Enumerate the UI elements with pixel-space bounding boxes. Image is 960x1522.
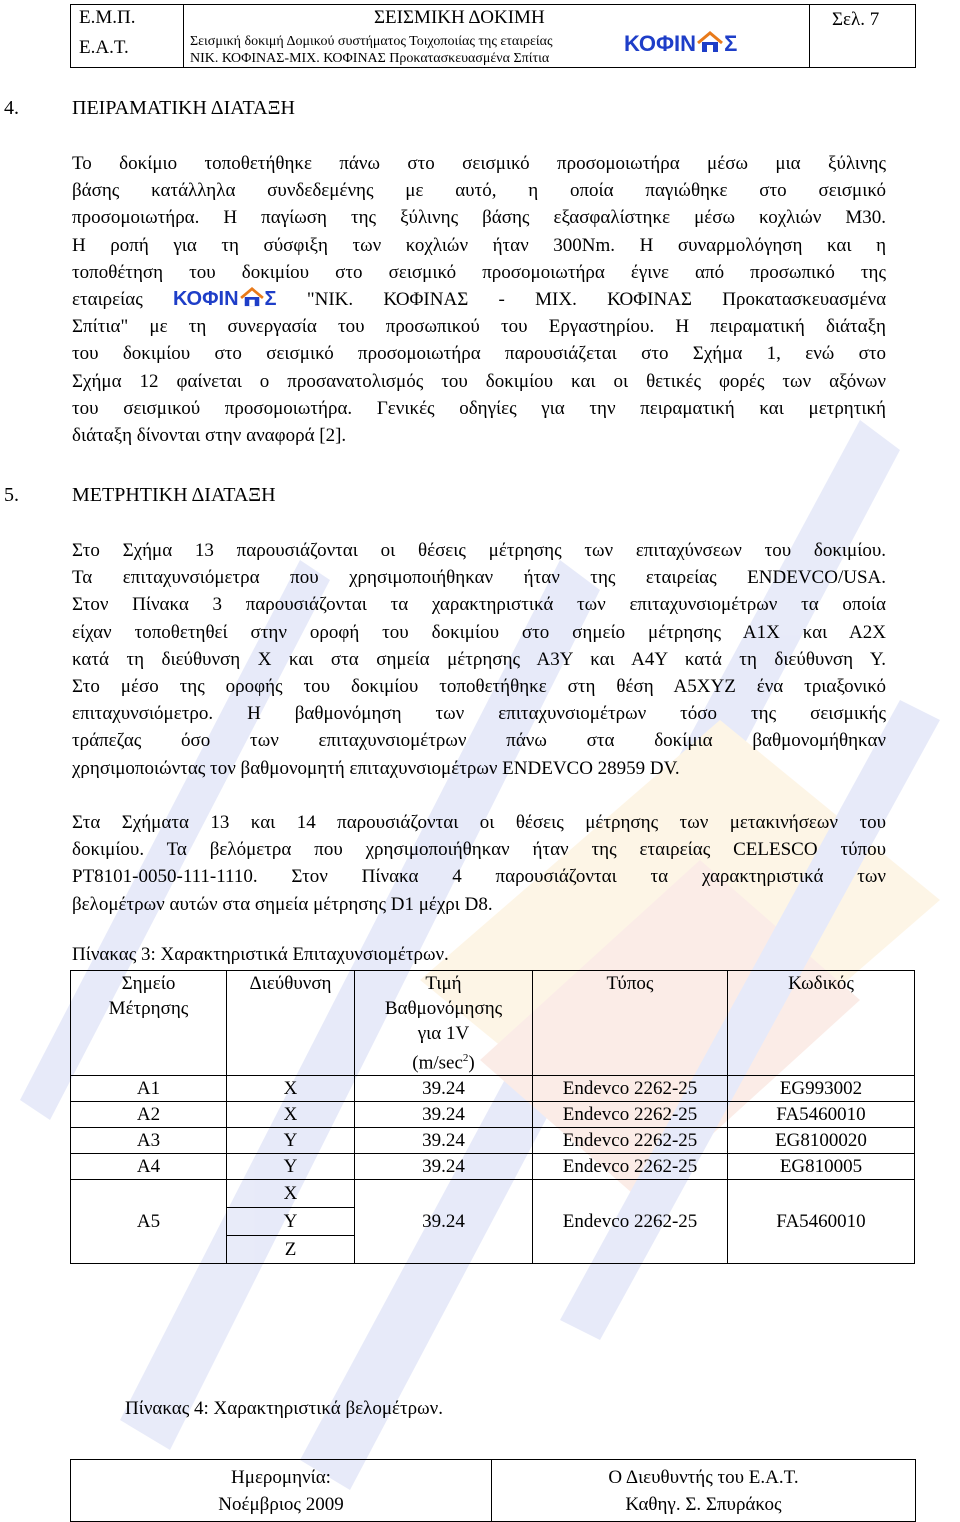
footer-director-cell [493,1460,914,1521]
table-4-caption: Πίνακας 4: Χαρακτηριστικά βελομέτρων. [125,1398,443,1419]
house-icon [239,287,265,307]
cell-value: 39.24 [355,1180,533,1264]
header-calib-sup: 2 [462,1052,469,1064]
s5-p1-line-7: επιταχυνσιόμετρο. Η βαθμονόμηση των επιταχυνσιομέτρων τόσο της σεισμικής [72,703,886,725]
footer-director-name: Καθηγ. Σ. Σπυράκος [625,1494,782,1515]
page-footer [70,1459,916,1522]
cell-code: FA5460010 [728,1102,915,1128]
cell-direction: Z [227,1236,355,1264]
header-calib-l1: Τιμή [425,973,462,994]
header-calib-l4 [355,1046,532,1075]
s5-p1-line-3: Στον Πίνακα 3 παρουσιάζονται τα χαρακτηριστικά των επιταχυνσιομέτρων τα οποία [72,594,886,616]
cell-type: Endevco 2262-25 [533,1180,728,1264]
footer-date-label: Ημερομηνία: [231,1467,331,1488]
s4-line-6 [72,286,886,313]
logo-text-b: Σ [724,31,738,56]
cell-value: 39.24 [355,1076,533,1102]
cell-direction: Y [227,1128,355,1154]
page-number: Σελ. 7 [832,9,880,30]
s4-line-11: διάταξη δίνονται στην αναφορά [2]. [72,425,347,447]
s5-p2-line-1: Στα Σχήματα 13 και 14 παρουσιάζονται οι θέσεις μέτρησης των μετακινήσεων του [72,812,886,833]
s4-line-8: του δοκιμίου στο σεισμικό προσομοιωτήρα παρουσιάζεται στο Σχήμα 1, ενώ στο [72,343,886,365]
section-5-number: 5. [4,484,19,506]
table-row [71,1076,915,1102]
inline-company-logo [173,288,277,310]
table-row [71,1180,915,1208]
cell-direction: X [227,1076,355,1102]
header-calib-l2: Βαθμονόμησης [384,998,503,1019]
table-row [71,1128,915,1154]
s5-p1-line-1: Στο Σχήμα 13 παρουσιάζονται οι θέσεις μέτρησης των επιταχύνσεων του δοκιμίου. [72,540,886,561]
header-point [71,971,227,1076]
s4-line-7: Σπίτια" με τη συνεργασία του προσωπικού του Εργαστηρίου. Η πειραματική διάταξη [72,316,886,338]
footer-date-value: Νοέμβριος 2009 [218,1494,344,1515]
footer-director-label: Ο Διευθυντής του Ε.Α.Τ. [608,1467,799,1488]
s5-p1-line-9: χρησιμοποιώντας τον βαθμονομητή επιταχυνσιομέτρων ENDEVCO 28959 DV. [72,757,680,779]
header-subtitle-1: Σεισμική δοκιμή Δομικού συστήματος Τοιχοποιίας της εταιρείας [190,34,553,49]
cell-code: EG810005 [728,1154,915,1180]
s5-p1-line-5: κατά τη διεύθυνση Χ και στα σημεία μέτρησης Α3Υ και Α4Υ κατά τη διεύθυνση Υ. [72,648,886,670]
page-header [70,4,916,68]
cell-type: Endevco 2262-25 [533,1154,728,1180]
s5-p1-line-4: είχαν τοποθετηθεί στην οροφή του δοκιμίου στο σημείο μέτρησης Α1Χ και Α2Χ [72,621,886,643]
header-page-cell [809,5,916,67]
table-row [71,1102,915,1128]
house-icon [696,31,724,53]
section-4-title: ΠΕΙΡΑΜΑΤΙΚΗ ΔΙΑΤΑΞΗ [72,97,295,119]
s5-p2-line-3: PT8101-0050-111-1110. Στον Πίνακα 4 παρουσιάζονται τα χαρακτηριστικά των [72,866,886,888]
header-calib-close: ) [468,1052,475,1074]
header-point-l1: Σημείο [121,973,176,994]
header-direction: Διεύθυνση [227,971,355,1076]
s4-line-1: Το δοκίμιο τοποθετήθηκε πάνω στο σεισμικό προσομοιωτήρα μέσω μια ξύλινης [72,153,886,174]
org-name-ntua: Ε.Μ.Π. [79,7,136,28]
cell-code: EG8100020 [728,1128,915,1154]
org-name-lab: Ε.Α.Τ. [79,37,129,58]
s5-p1-line-6: Στο μέσο της οροφής του δοκιμίου τοποθετήθηκε στη θέση Α5ΧΥΖ ένα τριαξονικό [72,676,886,698]
cell-direction: X [227,1180,355,1208]
footer-date-cell [71,1460,492,1521]
s4-company-pre: εταιρείας [72,289,143,311]
section-5-title: ΜΕΤΡΗΤΙΚΗ ΔΙΑΤΑΞΗ [72,484,276,506]
section-5-para-1 [72,537,886,782]
cell-value: 39.24 [355,1102,533,1128]
company-logo [624,31,737,57]
inline-logo-text-a: ΚΟΦΙΝ [173,288,239,311]
cell-point: A2 [71,1102,227,1128]
s5-p1-line-2: Τα επιταχυνσιόμετρα που χρησιμοποιήθηκαν ήταν της εταιρείας ENDEVCO/USA. [72,567,886,589]
cell-direction: Y [227,1208,355,1236]
header-calib-unit: (m/sec [412,1052,463,1074]
s4-line-10: του σεισμικού προσομοιωτήρα. Γενικές οδηγίες για την πειραματική και μετρητική [72,397,886,419]
table-row [71,1154,915,1180]
s4-line-5: τοποθέτηση του δοκιμίου στο σεισμικό προσομοιωτήρα έγινε από προσωπικό της [72,261,886,283]
s4-line-4: Η ροπή για τη σύσφιξη των κοχλιών ήταν 300Nm. Η συναρμολόγηση και η [72,234,886,256]
cell-type: Endevco 2262-25 [533,1102,728,1128]
section-5-para-2 [72,809,886,918]
section-4-number: 4. [4,97,19,119]
header-title: ΣΕΙΣΜΙΚΗ ΔΟΚΙΜΗ [374,7,545,28]
cell-point: A5 [71,1180,227,1264]
header-code: Κωδικός [728,971,915,1076]
accelerometer-table [70,970,915,1264]
cell-type: Endevco 2262-25 [533,1076,728,1102]
cell-value: 39.24 [355,1128,533,1154]
s4-line-2: βάσης κατάλληλα συνδεδεμένης με αυτό, η οποία παγιώθηκε στο σεισμικό [72,180,886,202]
s4-line-3: προσομοιωτήρα. Η παγίωση της ξύλινης βάσης εξασφαλίστηκε μέσω κοχλιών Μ30. [72,207,886,229]
s5-p2-line-2: δοκιμίου. Τα βελόμετρα που χρησιμοποιήθηκαν ήταν της εταιρείας CELESCO τύπου [72,839,886,861]
cell-point: A4 [71,1154,227,1180]
header-title-cell [184,5,809,67]
s5-p2-line-4: βελομέτρων αυτών στα σημεία μέτρησης D1 μέχρι D8. [72,893,493,915]
cell-point: A3 [71,1128,227,1154]
s5-p1-line-8: τράπεζας όσο των επιταχυνσιομέτρων πάνω στα δοκίμια βαθμονομήθηκαν [72,730,886,752]
cell-code: EG993002 [728,1076,915,1102]
table-3-caption: Πίνακας 3: Χαρακτηριστικά Επιταχυνσιομέτρων. [72,944,449,965]
header-calib-l3: για 1V [417,1023,470,1044]
s4-line-9: Σχήμα 12 φαίνεται ο προσανατολισμός του δοκιμίου και οι θετικές φορές των αξόνων [72,370,886,392]
s4-company-post: "ΝΙΚ. ΚΟΦΙΝΑΣ - ΜΙΧ. ΚΟΦΙΝΑΣ Προκατασκευασμένα [306,289,887,311]
table-header-row [71,971,915,1076]
cell-value: 39.24 [355,1154,533,1180]
inline-logo-text-b: Σ [264,288,277,311]
section-4-body [72,150,886,449]
logo-text-a: ΚΟΦΙΝ [624,31,697,56]
header-type: Τύπος [533,971,728,1076]
cell-point: A1 [71,1076,227,1102]
header-point-l2: Μέτρησης [108,998,189,1019]
cell-code: FA5460010 [728,1180,915,1264]
header-org-cell [71,5,184,67]
header-calibration [355,971,533,1076]
header-subtitle-2: ΝΙΚ. ΚΟΦΙΝΑΣ-ΜΙΧ. ΚΟΦΙΝΑΣ Προκατασκευασμένα Σπίτια [190,51,550,66]
cell-direction: Y [227,1154,355,1180]
cell-direction: X [227,1102,355,1128]
cell-type: Endevco 2262-25 [533,1128,728,1154]
